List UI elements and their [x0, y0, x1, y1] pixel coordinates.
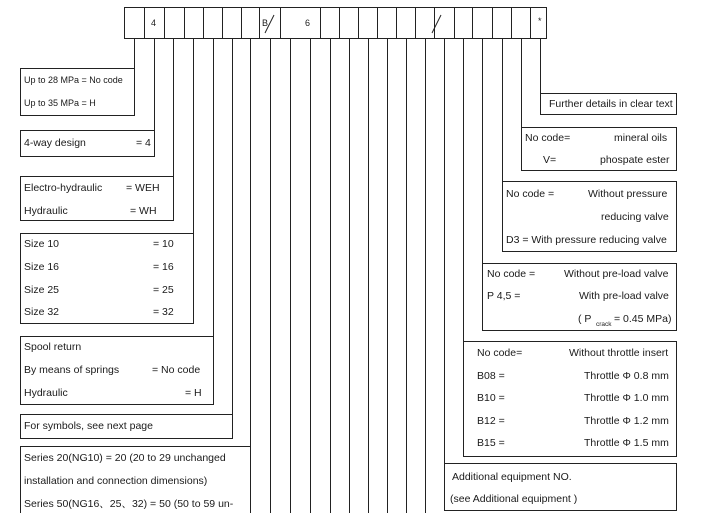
further-details-text: Further details in clear text — [549, 98, 673, 110]
throttle-code-2: B10 = — [477, 392, 505, 404]
design-value: = 4 — [136, 137, 151, 149]
symbols-note: For symbols, see next page — [24, 420, 153, 432]
series-line-1: Series 20(NG10) = 20 (20 to 29 unchanged — [24, 452, 226, 464]
reducing-row-2: D3 = With pressure reducing valve — [506, 234, 667, 246]
size-label-3: Size 25 — [24, 284, 60, 296]
fluid-code-1: No code= — [525, 132, 571, 144]
code-row-frame — [125, 8, 547, 39]
actuation-label-2: Hydraulic — [24, 205, 68, 217]
spool-hydraulic-value: = H — [185, 387, 202, 399]
code-cell-21: * — [538, 16, 542, 26]
throttle-value-4: Throttle Φ 1.5 mm — [584, 437, 669, 449]
fluid-value-2: phospate ester — [600, 154, 670, 166]
preload-code-2: P 4,5 = — [487, 290, 521, 302]
fluid-code-2: V= — [543, 154, 557, 166]
size-value-4: = 32 — [153, 306, 174, 318]
preload-code-1: No code = — [487, 268, 536, 280]
spool-springs-value: = No code — [152, 364, 201, 376]
additional-line-1: Additional equipment NO. — [452, 471, 572, 483]
preload-crack-p: ( P — [578, 313, 592, 325]
throttle-value-2: Throttle Φ 1.0 mm — [584, 392, 669, 404]
series-line-3: Series 50(NG16、25、32) = 50 (50 to 59 un- — [24, 498, 234, 510]
throttle-code-1: B08 = — [477, 370, 505, 382]
size-label-2: Size 16 — [24, 261, 60, 273]
preload-value-1: Without pre-load valve — [564, 268, 669, 280]
reducing-value-1: Without pressure — [588, 188, 668, 200]
size-label-1: Size 10 — [24, 238, 60, 250]
reducing-code-1: No code = — [506, 188, 555, 200]
code-cell-9: 6 — [305, 18, 311, 28]
preload-crack-value: = 0.45 MPa) — [614, 313, 672, 325]
actuation-value-1: = WEH — [126, 182, 160, 194]
code-cell-8: B — [262, 18, 269, 28]
spool-return-title: Spool return — [24, 341, 82, 353]
size-value-2: = 16 — [153, 261, 174, 273]
reducing-value-1-cont: reducing valve — [601, 211, 669, 223]
preload-crack-subscript: crack — [596, 321, 612, 328]
throttle-code-3: B12 = — [477, 415, 505, 427]
slash-mark — [432, 15, 441, 33]
pressure-line-1: Up to 28 MPa = No code — [24, 75, 123, 85]
code-cell-2: 4 — [151, 18, 157, 28]
preload-value-2: With pre-load valve — [579, 290, 669, 302]
fluid-value-1: mineral oils — [614, 132, 668, 144]
throttle-code-4: B15 = — [477, 437, 505, 449]
throttle-header-value: Without throttle insert — [569, 347, 669, 359]
size-value-1: = 10 — [153, 238, 174, 250]
spool-springs-label: By means of springs — [24, 364, 120, 376]
design-label: 4-way design — [24, 137, 86, 149]
spool-hydraulic-label: Hydraulic — [24, 387, 68, 399]
size-label-4: Size 32 — [24, 306, 60, 318]
additional-line-2: (see Additional equipment ) — [450, 493, 578, 505]
throttle-header-code: No code= — [477, 347, 523, 359]
actuation-label-1: Electro-hydraulic — [24, 182, 103, 194]
pressure-line-2: Up to 35 MPa = H — [24, 98, 96, 108]
throttle-value-1: Throttle Φ 0.8 mm — [584, 370, 669, 382]
size-value-3: = 25 — [153, 284, 174, 296]
series-line-2: installation and connection dimensions) — [24, 475, 208, 487]
throttle-value-3: Throttle Φ 1.2 mm — [584, 415, 669, 427]
actuation-value-2: = WH — [130, 205, 157, 217]
